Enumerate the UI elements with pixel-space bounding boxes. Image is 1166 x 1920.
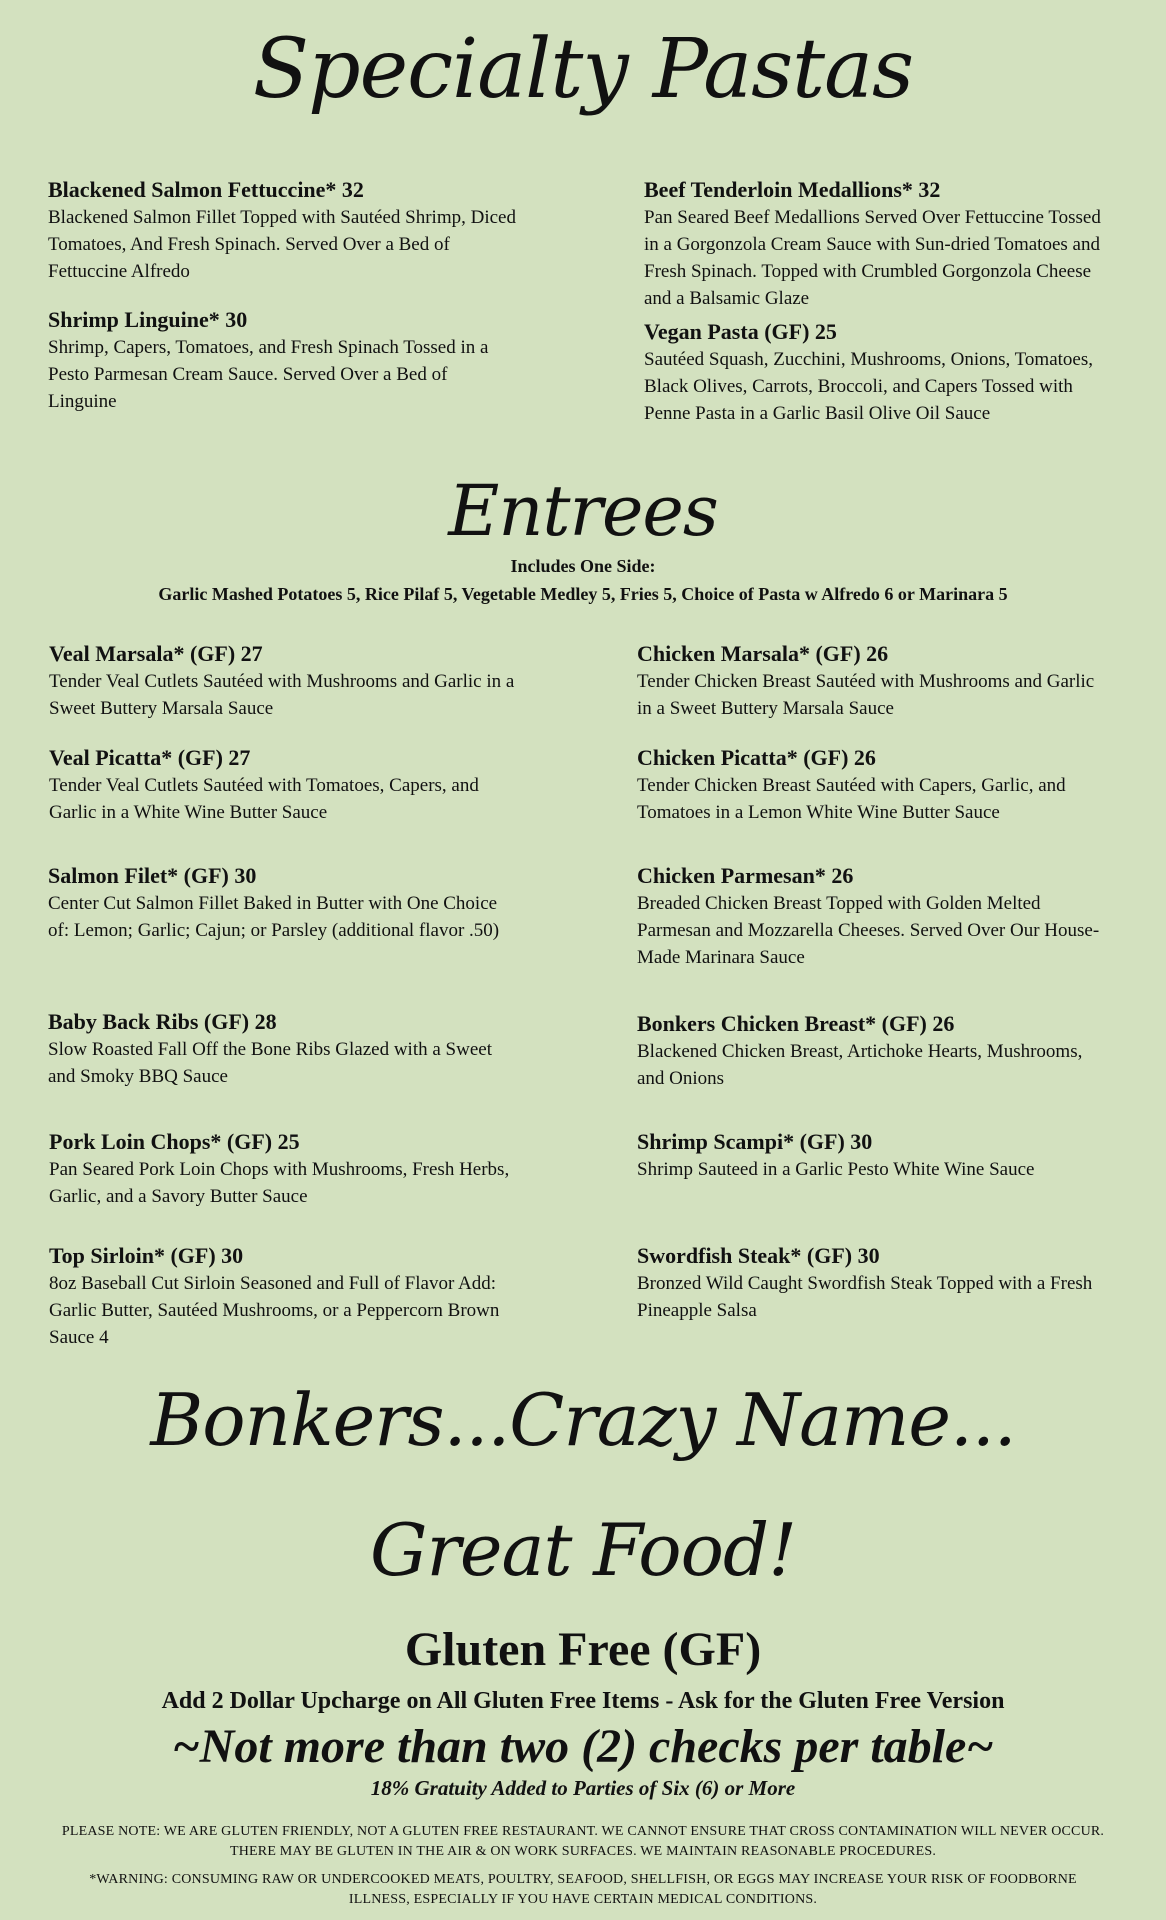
item-description: Blackened Salmon Fillet Topped with Sautéed Shrimp, Diced Tomatoes, And Fresh Spinach. Served Over a Bed of Fettuccine Alfredo — [48, 207, 516, 282]
menu-item-swordfish-steak — [637, 1242, 1107, 1324]
item-description: Slow Roasted Fall Off the Bone Ribs Glazed with a Sweet and Smoky BBQ Sauce — [48, 1039, 492, 1087]
menu-item-top-sirloin — [49, 1242, 519, 1351]
item-name: Bonkers Chicken Breast* (GF) 26 — [637, 1011, 955, 1036]
menu-item-veal-marsala — [49, 640, 519, 722]
menu-item-shrimp-scampi — [637, 1128, 1107, 1183]
menu-item-veal-picatta — [49, 744, 519, 826]
menu-item-salmon-filet — [48, 862, 518, 944]
item-name: Chicken Picatta* (GF) 26 — [637, 745, 876, 770]
item-name: Top Sirloin* (GF) 30 — [49, 1243, 244, 1268]
sides-heading: Includes One Side: — [510, 556, 656, 576]
gluten-notice: PLEASE NOTE: WE ARE GLUTEN FRIENDLY, NOT A GLUTEN FREE RESTAURANT. WE CANNOT ENSURE THAT CROSS CONTAMINATION WILL NEVER OCCUR. THERE MAY BE GLUTEN IN THE AIR & ON WORK SURFACES. WE MAINTAIN REASONABLE PROCEDURES. — [61, 1824, 1105, 1859]
item-description: Blackened Chicken Breast, Artichoke Hearts, Mushrooms, and Onions — [637, 1041, 1083, 1089]
menu-item-baby-back-ribs — [48, 1008, 518, 1090]
item-description: Sautéed Squash, Zucchini, Mushrooms, Onions, Tomatoes, Black Olives, Carrots, Broccoli, and Capers Tossed with Penne Pasta in a Garlic Basil Olive Oil Sauce — [644, 349, 1094, 424]
gratuity-policy: 18% Gratuity Added to Parties of Six (6) or More — [370, 1776, 796, 1800]
item-name: Beef Tenderloin Medallions* 32 — [644, 177, 941, 202]
item-name: Chicken Marsala* (GF) 26 — [637, 641, 889, 666]
menu-item-shrimp-linguine — [48, 306, 518, 415]
raw-food-warning: *WARNING: CONSUMING RAW OR UNDERCOOKED MEATS, POULTRY, SEAFOOD, SHELLFISH, OR EGGS MAY INCREASE YOUR RISK OF FOODBORNE ILLNESS, ESPECIALLY IF YOU HAVE CERTAIN MEDICAL CONDITIONS. — [89, 1872, 1077, 1907]
menu-item-blackened-salmon-fettuccine — [48, 176, 518, 285]
menu-item-bonkers-chicken-breast — [637, 1010, 1097, 1092]
item-name: Pork Loin Chops* (GF) 25 — [49, 1129, 300, 1154]
item-description: Tender Chicken Breast Sautéed with Capers, Garlic, and Tomatoes in a Lemon White Wine Butter Sauce — [637, 775, 1066, 823]
menu-item-beef-tenderloin-medallions — [644, 176, 1104, 312]
item-description: Tender Veal Cutlets Sautéed with Mushrooms and Garlic in a Sweet Buttery Marsala Sauce — [49, 671, 515, 719]
menu-item-chicken-marsala — [637, 640, 1107, 722]
item-description: Bronzed Wild Caught Swordfish Steak Topped with a Fresh Pineapple Salsa — [637, 1273, 1093, 1321]
item-description: Center Cut Salmon Fillet Baked in Butter with One Choice of: Lemon; Garlic; Cajun; or Parsley (additional flavor .50) — [48, 893, 500, 941]
item-name: Veal Picatta* (GF) 27 — [49, 745, 251, 770]
item-name: Blackened Salmon Fettuccine* 32 — [48, 177, 364, 202]
item-name: Chicken Parmesan* 26 — [637, 863, 854, 888]
entrees-title: Entrees — [448, 470, 718, 552]
item-name: Vegan Pasta (GF) 25 — [644, 319, 837, 344]
item-description: Pan Seared Beef Medallions Served Over Fettuccine Tossed in a Gorgonzola Cream Sauce with Sun-dried Tomatoes and Fresh Spinach. Topped with Crumbled Gorgonzola Cheese and a Balsamic Glaze — [644, 207, 1101, 309]
item-description: Shrimp, Capers, Tomatoes, and Fresh Spinach Tossed in a Pesto Parmesan Cream Sauce. Served Over a Bed of Linguine — [48, 337, 489, 412]
gluten-free-upcharge: Add 2 Dollar Upcharge on All Gluten Free Items - Ask for the Gluten Free Version — [161, 1688, 1005, 1714]
item-description: Pan Seared Pork Loin Chops with Mushrooms, Fresh Herbs, Garlic, and a Savory Butter Sauce — [49, 1159, 510, 1207]
menu-item-chicken-parmesan — [637, 862, 1107, 971]
item-description: Shrimp Sauteed in a Garlic Pesto White Wine Sauce — [637, 1159, 1035, 1180]
gluten-free-title: Gluten Free (GF) — [404, 1623, 762, 1676]
menu-item-pork-loin-chops — [49, 1128, 519, 1210]
item-name: Swordfish Steak* (GF) 30 — [637, 1243, 880, 1268]
menu-item-vegan-pasta — [644, 318, 1094, 427]
menu-item-chicken-picatta — [637, 744, 1107, 826]
item-name: Salmon Filet* (GF) 30 — [48, 863, 257, 888]
tagline-line-2: Great Food! — [369, 1508, 797, 1592]
item-description: Breaded Chicken Breast Topped with Golden Melted Parmesan and Mozzarella Cheeses. Served Over Our House-Made Marinara Sauce — [637, 893, 1100, 968]
checks-policy: ~Not more than two (2) checks per table~ — [172, 1720, 994, 1773]
item-description: Tender Chicken Breast Sautéed with Mushrooms and Garlic in a Sweet Buttery Marsala Sauce — [637, 671, 1095, 719]
specialty-pastas-title: Specialty Pastas — [252, 22, 914, 117]
item-description: Tender Veal Cutlets Sautéed with Tomatoes, Capers, and Garlic in a White Wine Butter Sauce — [49, 775, 479, 823]
item-name: Baby Back Ribs (GF) 28 — [48, 1009, 277, 1034]
item-name: Shrimp Linguine* 30 — [48, 307, 248, 332]
item-description: 8oz Baseball Cut Sirloin Seasoned and Full of Flavor Add: Garlic Butter, Sautéed Mushrooms, or a Peppercorn Brown Sauce 4 — [49, 1273, 500, 1348]
sides-list: Garlic Mashed Potatoes 5, Rice Pilaf 5, Vegetable Medley 5, Fries 5, Choice of Pasta w Alfredo 6 or Marinara 5 — [158, 584, 1008, 604]
tagline-line-1: Bonkers...Crazy Name... — [150, 1378, 1016, 1462]
item-name: Shrimp Scampi* (GF) 30 — [637, 1129, 873, 1154]
item-name: Veal Marsala* (GF) 27 — [49, 641, 263, 666]
